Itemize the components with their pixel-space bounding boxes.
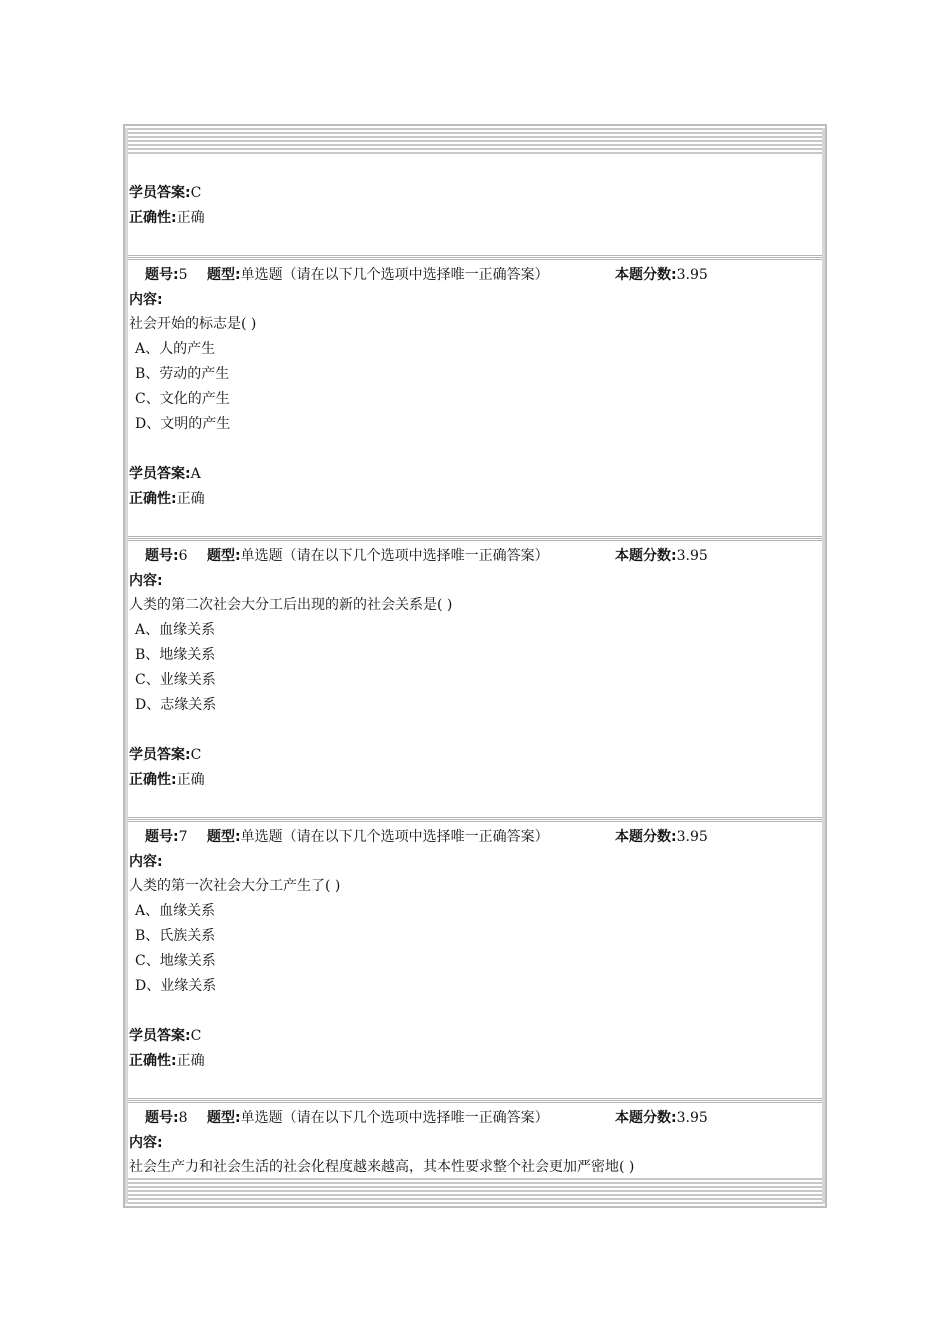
score-value: 3.95 — [676, 829, 708, 845]
correctness-row — [129, 1052, 205, 1070]
correctness-row — [129, 771, 205, 789]
qnum-value: 7 — [178, 829, 188, 845]
answer-label: 学员答案: — [129, 747, 191, 763]
question-text: 人类的第一次社会大分工产生了( ) — [129, 878, 341, 894]
footer-stripe-band — [128, 1178, 822, 1204]
correctness-value: 正确 — [176, 772, 205, 788]
option-a: A、人的产生 — [135, 341, 216, 357]
question-header — [145, 547, 708, 565]
qtype-value: 单选题（请在以下几个选项中选择唯一正确答案） — [240, 829, 549, 845]
content-label: 内容: — [129, 292, 163, 308]
option-b: B、劳动的产生 — [135, 366, 230, 382]
answer-value: A — [190, 466, 201, 482]
option-d: D、业缘关系 — [135, 978, 217, 994]
qnum-label: 题号: — [145, 829, 179, 845]
qnum-value: 6 — [178, 548, 188, 564]
correctness-label: 正确性: — [129, 491, 177, 507]
score-label: 本题分数: — [615, 1110, 677, 1126]
qtype-value: 单选题（请在以下几个选项中选择唯一正确答案） — [240, 267, 549, 283]
answer-value: C — [190, 185, 202, 201]
option-b: B、地缘关系 — [135, 647, 216, 663]
header-stripe-band — [128, 128, 822, 154]
answer-value: C — [190, 747, 202, 763]
score-label: 本题分数: — [615, 829, 677, 845]
option-c: C、文化的产生 — [135, 391, 230, 407]
correctness-value: 正确 — [176, 1053, 205, 1069]
correctness-label: 正确性: — [129, 1053, 177, 1069]
qtype-label: 题型: — [207, 267, 241, 283]
question-text: 社会开始的标志是( ) — [129, 316, 257, 332]
correctness-label: 正确性: — [129, 210, 177, 226]
option-d: D、志缘关系 — [135, 697, 217, 713]
correctness-value: 正确 — [176, 210, 205, 226]
frame-left-border — [125, 128, 128, 1204]
correctness-label: 正确性: — [129, 772, 177, 788]
option-d: D、文明的产生 — [135, 416, 231, 432]
frame-right-border — [822, 128, 825, 1204]
top-answer-row — [129, 184, 201, 202]
qtype-value: 单选题（请在以下几个选项中选择唯一正确答案） — [240, 1110, 549, 1126]
answer-label: 学员答案: — [129, 466, 191, 482]
answer-label: 学员答案: — [129, 185, 191, 201]
answer-row — [129, 746, 201, 764]
score-label: 本题分数: — [615, 548, 677, 564]
qtype-label: 题型: — [207, 829, 241, 845]
option-b: B、氏族关系 — [135, 928, 216, 944]
option-a: A、血缘关系 — [135, 903, 216, 919]
score-value: 3.95 — [676, 1110, 708, 1126]
score-value: 3.95 — [676, 548, 708, 564]
option-a: A、血缘关系 — [135, 622, 216, 638]
qtype-label: 题型: — [207, 548, 241, 564]
question-separator — [128, 1098, 822, 1103]
qnum-value: 5 — [178, 267, 188, 283]
qtype-value: 单选题（请在以下几个选项中选择唯一正确答案） — [240, 548, 549, 564]
correctness-value: 正确 — [176, 491, 205, 507]
content-label: 内容: — [129, 573, 163, 589]
score-label: 本题分数: — [615, 267, 677, 283]
top-correctness-row — [129, 209, 205, 227]
content-label: 内容: — [129, 1135, 163, 1151]
question-separator — [128, 255, 822, 260]
answer-value: C — [190, 1028, 202, 1044]
question-header — [145, 1109, 708, 1127]
option-c: C、地缘关系 — [135, 953, 216, 969]
content-label: 内容: — [129, 854, 163, 870]
question-header — [145, 828, 708, 846]
correctness-row — [129, 490, 205, 508]
qnum-value: 8 — [178, 1110, 188, 1126]
question-separator — [128, 817, 822, 822]
score-value: 3.95 — [676, 267, 708, 283]
question-text: 人类的第二次社会大分工后出现的新的社会关系是( ) — [129, 597, 453, 613]
qnum-label: 题号: — [145, 548, 179, 564]
qtype-label: 题型: — [207, 1110, 241, 1126]
question-text: 社会生产力和社会生活的社会化程度越来越高，其本性要求整个社会更加严密地( ) — [129, 1159, 635, 1175]
qnum-label: 题号: — [145, 267, 179, 283]
option-c: C、业缘关系 — [135, 672, 216, 688]
answer-label: 学员答案: — [129, 1028, 191, 1044]
answer-row — [129, 1027, 201, 1045]
question-separator — [128, 536, 822, 541]
results-frame — [123, 124, 827, 1208]
question-header — [145, 266, 708, 284]
qnum-label: 题号: — [145, 1110, 179, 1126]
answer-row — [129, 465, 201, 483]
